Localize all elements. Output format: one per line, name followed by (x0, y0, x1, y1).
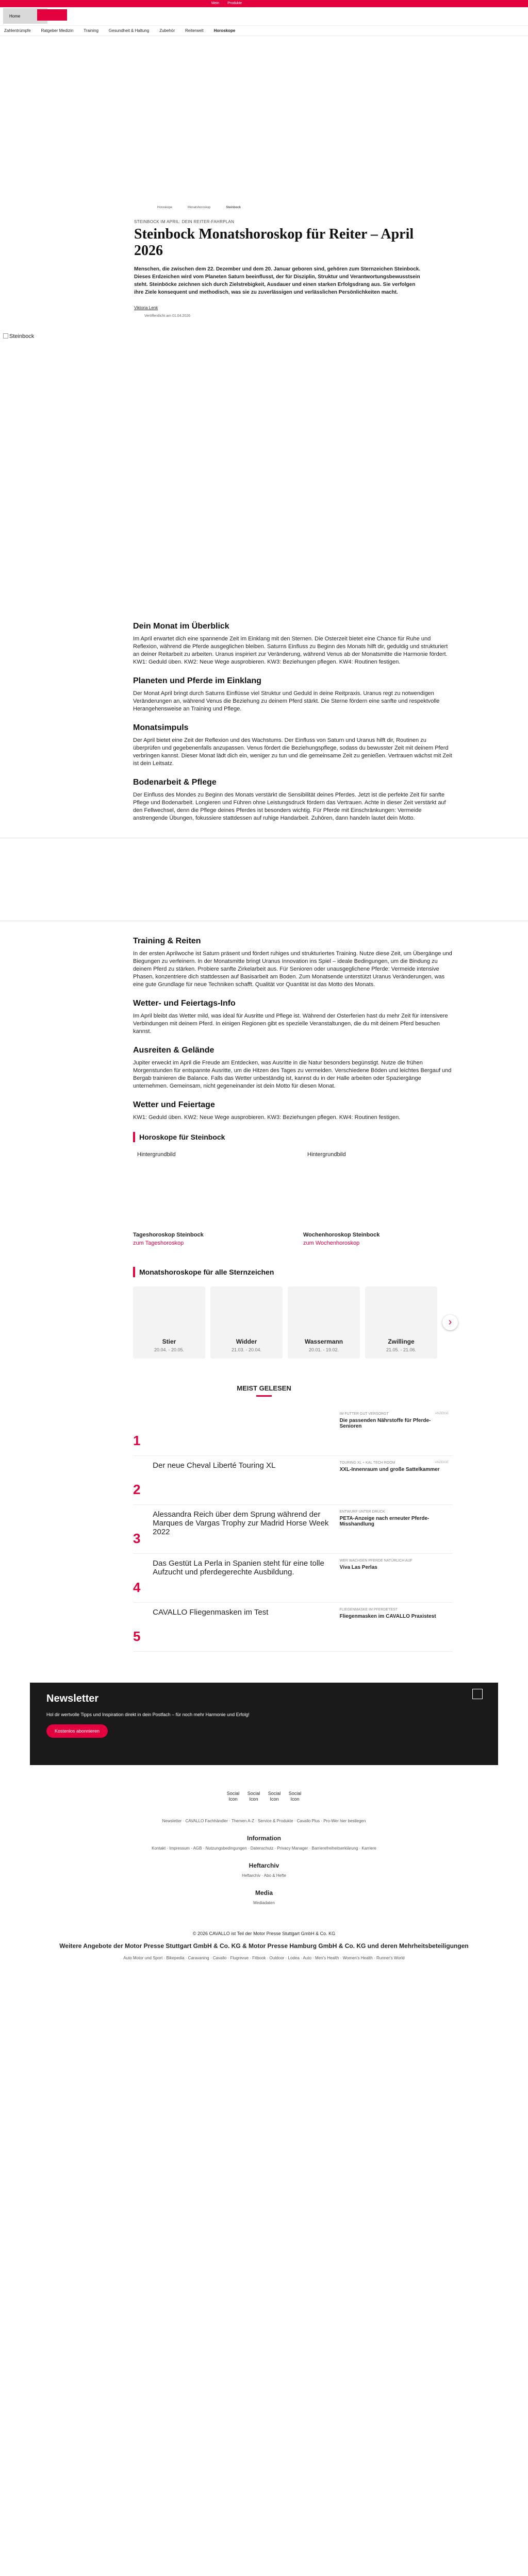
accent-bar (133, 1267, 135, 1277)
social-icon[interactable]: Social Icon (288, 1791, 302, 1802)
sign-card[interactable] (365, 1286, 437, 1359)
article-kicker: STEINBOCK IM APRIL: DEIN REITER-FAHRPLAN (134, 219, 235, 224)
list-item-kicker: TOURING XL + KAL TECH ROOM (339, 1461, 395, 1465)
chevron-right-icon[interactable]: › (442, 1315, 458, 1330)
sign-name: Zwillinge (388, 1338, 415, 1345)
horoscope-card[interactable] (303, 1151, 453, 1246)
nav-item[interactable]: Zahlentrümpfe (4, 28, 31, 33)
footer-heading: Heftarchiv (249, 1862, 279, 1869)
publisher-heading: Weitere Angebote der Motor Presse Stuttgart GmbH & Co. KG & Motor Presse Hamburg GmbH & Co. KG und deren Mehrheitsbeteiligungen (59, 1942, 469, 1950)
ad-slot (0, 854, 528, 905)
content-section (133, 999, 453, 1036)
article-body (133, 622, 453, 822)
top-link[interactable]: Produkte (227, 2, 242, 5)
list-item-kicker: FLIEGENMASKE IM PFERDETEST (339, 1608, 398, 1612)
nav-item[interactable]: Reiterwelt (185, 28, 204, 33)
rank-number: 3 (133, 1531, 141, 1546)
list-item-title[interactable]: Viva Las Perlas (339, 1565, 377, 1570)
top-link[interactable]: Mein (211, 2, 220, 5)
footer-nav[interactable]: Newsletter · CAVALLO Fachhändler · Themen A-Z · Service & Produkte · Cavallo Plus · Pro-Wer hier bestlegen (162, 1819, 366, 1823)
hero-image-alt: Steinbock (9, 333, 35, 340)
list-item-image: CAVALLO Fliegenmasken im Test (153, 1608, 269, 1617)
footer-links[interactable]: Kontakt · Impressum · AGB · Nutzungsbedingungen · Datenschutz · Privacy Manager · Barrierefreiheitserklärung · Karriere (152, 1846, 376, 1851)
list-item-image (153, 1412, 339, 1455)
horoscope-card[interactable] (133, 1151, 283, 1246)
section-heading: Training & Reiten (133, 937, 201, 945)
nav-item[interactable]: Training (84, 28, 98, 33)
accent-bar (133, 1132, 135, 1142)
hero-image (0, 333, 528, 622)
horoscope-heading-text: Horoskope für Steinbock (139, 1133, 225, 1141)
social-links (0, 1791, 528, 1808)
newsletter-title: Newsletter (46, 1693, 99, 1704)
nav-item-active[interactable]: Horoskope (213, 28, 236, 33)
home-label: Home (9, 13, 21, 19)
footer-heading: Media (255, 1889, 273, 1896)
sign-dates: 20.01. - 19.02. (308, 1347, 339, 1352)
section-heading: Bodenarbeit & Pflege (133, 778, 217, 787)
content-section (133, 1046, 453, 1090)
ad-slot (0, 36, 528, 206)
rank-number: 1 (133, 1433, 141, 1448)
sign-name: Wassermann (304, 1338, 343, 1345)
sign-dates: 21.03. - 20.04. (231, 1347, 262, 1352)
newsletter-box (30, 1683, 498, 1765)
list-item-title[interactable]: Die passenden Nährstoffe für Pferde-Senioren (339, 1418, 431, 1429)
article-lead: Menschen, die zwischen dem 22. Dezember und dem 20. Januar geboren sind, gehören zum Sternzeichen Steinbock. Dieses Erdzeichen wird vom Planeten Saturn beeinflusst, der für Disziplin, Struktur und Verantwortungsbewusstsein steht. Steinböcke zeichnen sich durch Zielstrebigkeit, Ausdauer und einen starken Erfolgsdrang aus. Sie verfolgen ihre Ziele konsequent und methodisch, was sie zu zuverlässigen und verlässlichen Persönlichkeiten macht. (134, 266, 421, 295)
ad-badge: ANZEIGE (435, 1412, 449, 1415)
footer-heading: Information (247, 1835, 281, 1842)
ad-badge: ANZEIGE (435, 1461, 449, 1464)
sign-name: Stier (162, 1338, 176, 1345)
nav-item[interactable]: Zubehör (159, 28, 175, 33)
content-section (133, 622, 453, 666)
section-text: In der ersten Aprilwoche ist Saturn präsent und fördert ruhiges und strukturiertes Training. Nutze diese Zeit, um Übergänge und Biegungen zu verfeinern. In der Monatsmitte bringt Uranus Innovation ins Spiel – ideale Bedingungen, um die Bindung zu deinem Pferd zu stärken. Probiere sanfte Zirkelarbeit aus. Für Senioren oder unausgeglichene Pferde: Vermeide intensive Phasen, konzentriere dich stattdessen auf Basisarbeit am Boden. Zum Monatsende unterstützt Uranus Veränderungen, was eine gute Grundlage für neue Techniken schafft. Qualität vor Quantität ist das Motto des Monats. (133, 951, 452, 988)
content-section (133, 723, 453, 768)
rank-number: 2 (133, 1482, 141, 1497)
newsletter-text: Hol dir wertvolle Tipps und Inspiration direkt in dein Postfach – für noch mehr Harmonie und Erfolg! (46, 1712, 250, 1717)
publisher-links[interactable]: Auto Motor und Sport · Bikepedia · Caravaning · Cavallo · Flugrevue · Fitbook · Outdoor · Lodea · Auto · Men's Health · Women's Health · Runner's World (123, 1956, 405, 1960)
list-item-title[interactable]: XXL-Innenraum und große Sattelkammer (339, 1467, 440, 1472)
list-item-kicker: IM FUTTER GUT VERSORGT (339, 1412, 389, 1416)
article-header (134, 206, 443, 318)
rank-number: 5 (133, 1629, 141, 1644)
subscribe-button[interactable]: Kostenlos abonnieren (46, 1724, 108, 1738)
section-heading: Wetter und Feiertage (133, 1100, 215, 1109)
sign-dates: 20.04. - 20.05. (154, 1347, 185, 1352)
content-section (133, 1100, 453, 1122)
sign-dates: 21.05. - 21.06. (386, 1347, 417, 1352)
content-section (133, 778, 453, 822)
most-read-heading (0, 1384, 528, 1397)
social-icon[interactable]: Social Icon (226, 1791, 240, 1802)
section-text: Der April bietet eine Zeit der Reflexion und des Wachstums. Der Einfluss von Saturn und Uranus hilft dir, Routinen zu überprüfen und gegebenenfalls anzupassen. Venus fördert die Beziehungspflege, sodass du bewusster Zeit mit deinem Pferd verbringen kannst. Dieser Monat lädt dich ein, weniger zu tun und die gemeinsame Zeit zu genießen. Vertrauen wächst mit Zeit ist dein Leitsatz. (133, 737, 452, 767)
list-item-kicker: WER WACHSEN PFERDE NATÜRLICH AUF (339, 1559, 412, 1563)
breadcrumb (157, 206, 443, 212)
section-text: Im April bleibt das Wetter mild, was ideal für Ausritte und Pflege ist. Während der Osterferien hast du mehr Zeit für intensivere Verbindungen mit deinem Pferd. In einigen Regionen gibt es spezielle Veranstaltungen, die du mit deinem Pferd besuchen kannst. (133, 1013, 448, 1035)
card-link[interactable]: zum Tageshoroskop (133, 1240, 184, 1246)
accent-line (256, 1395, 272, 1397)
section-text: Der Monat April bringt durch Saturns Einflüsse viel Struktur und Geduld in deine Reitpraxis. Uranus regt zu notwendigen Veränderungen an, während Venus die Beziehung zu deinem Pferd stärkt. Die Sterne fördern eine sanfte und respektvolle Herangehensweise an Training und Pflege. (133, 690, 440, 712)
list-item-title[interactable]: PETA-Anzeige nach erneuter Pferde-Misshandlung (339, 1516, 430, 1527)
publish-date: Veröffentlicht am 01.04.2026 (144, 314, 190, 318)
list-item[interactable] (133, 1407, 453, 1456)
most-read-list (133, 1407, 453, 1652)
list-item-title[interactable]: Fliegenmasken im CAVALLO Praxistest (339, 1614, 436, 1619)
list-item-kicker: ENTWURF UNTER DRUCK (339, 1510, 385, 1514)
section-text: Im April erwartet dich eine spannende Zeit im Einklang mit den Sternen. Die Osterzeit bietet eine Chance für Ruhe und Reflexion, während die Pferde ausgeglichen bleiben. Saturns Einfluss zu Beginn des Monats hilft dir, geduldig und strukturiert an deiner Reitarbeit zu arbeiten. Uranus inspiriert zur Veränderung, während Venus ab der Monatsmitte die Harmonie fördert. KW1: Geduld üben. KW2: Neue Wege ausprobieren. KW3: Beziehungen pflegen. KW4: Routinen festigen. (133, 636, 448, 665)
main-nav (0, 26, 528, 36)
breadcrumb-current: Steinbock (226, 206, 241, 209)
card-link[interactable]: zum Wochenhoroskop (303, 1240, 360, 1246)
breadcrumb-item[interactable]: Monatshoroskop (188, 206, 211, 209)
horoscope-cards (133, 1151, 453, 1246)
list-item-image: Das Gestüt La Perla in Spanien steht für eine tolle Aufzucht und pferdegerechte Ausbildung. (153, 1559, 324, 1577)
rank-number: 4 (133, 1580, 141, 1595)
social-icon[interactable]: Social Icon (247, 1791, 260, 1802)
list-item[interactable] (133, 1456, 453, 1505)
copyright: © 2026 CAVALLO ist Teil der Motor Presse Stuttgart GmbH & Co. KG (192, 1931, 336, 1936)
section-heading: Monatsimpuls (133, 723, 189, 732)
author-link[interactable]: Viktoria Lenk (134, 306, 158, 310)
section-text: Jupiter erweckt im April die Freude am Entdecken, was Ausritte in die Natur besonders begünstigt. Nutze die frühen Morgenstunden für entspannte Ausritte, um die Hitzen des Tages zu vermeiden. Verschiedene Böden und leichtes Bergauf und Bergab trainieren die Balance. Falls das Wetter unbeständig ist, kannst du in der Halle arbeiten oder Spaziergänge unternehmen. Gemeinsam, nicht gegeneinander ist dein Motto für diesen Monat. (133, 1060, 452, 1089)
most-read-heading-text: MEIST GELESEN (237, 1384, 291, 1392)
card-image-alt: Hintergrundbild (137, 1151, 176, 1158)
article-body-2 (133, 937, 453, 1359)
nav-item[interactable]: Gesundheit & Haltung (108, 28, 150, 33)
list-item-image: Der neue Cheval Liberté Touring XL (153, 1461, 276, 1470)
list-item[interactable] (133, 1554, 453, 1603)
sign-card[interactable] (210, 1286, 283, 1359)
sign-card[interactable] (133, 1286, 205, 1359)
section-heading: Planeten und Pferde im Einklang (133, 676, 261, 685)
content-section (133, 676, 453, 713)
section-text: Der Einfluss des Mondes zu Beginn des Monats verstärkt die Sensibilität deines Pferdes. Jetzt ist die perfekte Zeit für sanfte Pflege und Bodenarbeit. Longieren und Führen ohne Leistungsdruck fördern das Vertrauen. Achte in dieser Zeit verstärkt auf den Fellwechsel, denn die Pflege deines Pferdes ist besonders wichtig. Für Pferde mit Einschränkungen: Vermeide anstrengende Übungen, fokussiere stattdessen auf ruhige Handarbeit. Zuhören, dann handeln lautet dein Motto. (133, 792, 446, 821)
social-icon[interactable]: Social Icon (268, 1791, 281, 1802)
site-header (0, 7, 528, 26)
card-image-alt: Hintergrundbild (307, 1151, 346, 1158)
list-item[interactable] (133, 1505, 453, 1554)
brand-logo[interactable] (37, 9, 67, 21)
section-text: KW1: Geduld üben. KW2: Neue Wege ausprobieren. KW3: Beziehungen pflegen. KW4: Routinen festigen. (133, 1114, 401, 1121)
section-heading: Ausreiten & Gelände (133, 1046, 214, 1055)
card-image (133, 1151, 283, 1229)
section-heading: Wetter- und Feiertags-Info (133, 999, 236, 1008)
section-heading: Dein Monat im Überblick (133, 622, 229, 631)
top-bar (0, 0, 528, 7)
card-title: Tageshoroskop Steinbock (133, 1232, 204, 1238)
horoscope-heading (133, 1132, 453, 1142)
content-section (133, 937, 453, 989)
card-image (303, 1151, 453, 1229)
card-title: Wochenhoroskop Steinbock (303, 1232, 380, 1238)
page-title: Steinbock Monatshoroskop für Reiter – April 2026 (134, 226, 414, 259)
image-placeholder-icon (472, 1689, 483, 1699)
broken-image-icon (3, 333, 8, 338)
sign-card[interactable] (288, 1286, 360, 1359)
nav-item[interactable]: Ratgeber Medizin (41, 28, 74, 33)
list-item[interactable] (133, 1603, 453, 1652)
signs-heading-text: Monatshoroskope für alle Sternzeichen (139, 1268, 274, 1276)
footer-links[interactable]: Heftarchiv · Abo & Hefte (242, 1873, 286, 1878)
signs-heading (133, 1267, 453, 1277)
signs-carousel (133, 1286, 453, 1359)
footer-links[interactable]: Mediadaten (253, 1901, 275, 1905)
sign-name: Widder (236, 1338, 257, 1345)
list-item-image: Alessandra Reich über dem Sprung während der Marques de Vargas Trophy zur Madrid Horse Week 2022 (153, 1510, 329, 1536)
breadcrumb-item[interactable]: Horoskope (157, 206, 173, 209)
